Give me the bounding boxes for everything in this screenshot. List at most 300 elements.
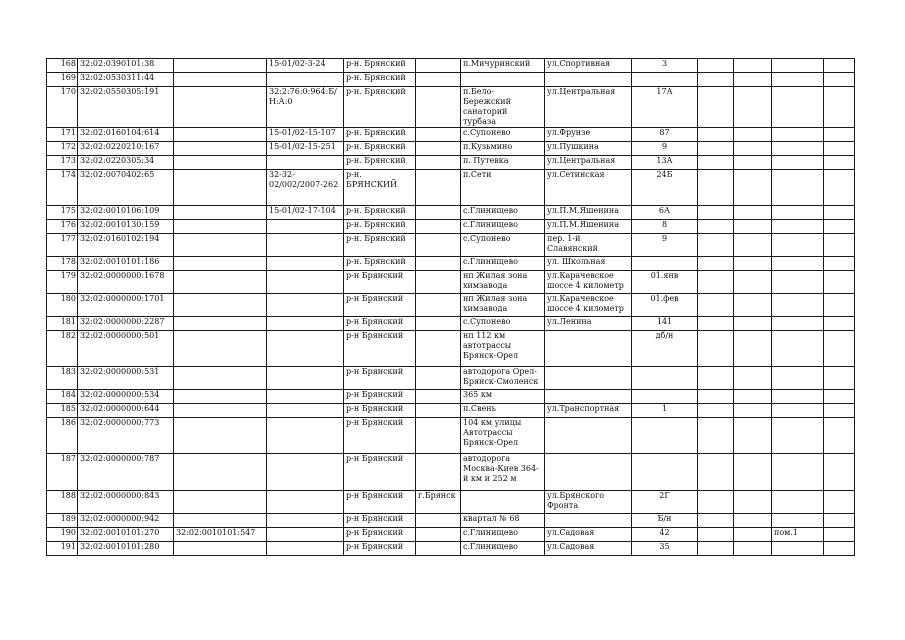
empty-cell (824, 367, 855, 390)
old-registry-number (267, 331, 344, 367)
empty-cell (734, 59, 772, 73)
locality: с.Супонево (461, 317, 545, 331)
city (416, 170, 461, 206)
cadastral-number: 32:02:0160104:614 (78, 128, 174, 142)
table-row (47, 142, 855, 156)
district: р-н Брянский (344, 331, 416, 367)
cadastral-number: 32:02:0010106:109 (78, 206, 174, 220)
row-number: 189 (47, 514, 78, 528)
district: р-н Брянский (344, 404, 416, 418)
old-registry-number (267, 271, 344, 294)
locality: с.Глинищево (461, 220, 545, 234)
empty-cell (698, 128, 734, 142)
empty-cell (698, 542, 734, 556)
empty-cell (734, 73, 772, 87)
city: г.Брянск (416, 491, 461, 514)
table-row (47, 271, 855, 294)
empty-cell (734, 390, 772, 404)
related-cadastral (174, 294, 267, 317)
related-cadastral (174, 87, 267, 128)
table-row (47, 331, 855, 367)
empty-cell (698, 454, 734, 491)
related-cadastral (174, 390, 267, 404)
empty-cell (698, 206, 734, 220)
district: р-н Брянский (344, 542, 416, 556)
locality: п.Мичуринский (461, 59, 545, 73)
house-number: 35 (632, 542, 698, 556)
street: ул.Пушкина (545, 142, 632, 156)
table-row (47, 418, 855, 454)
empty-cell (698, 404, 734, 418)
empty-cell (824, 294, 855, 317)
row-number: 171 (47, 128, 78, 142)
register-table (46, 58, 855, 556)
locality: квартал № 68 (461, 514, 545, 528)
premises-note (772, 142, 824, 156)
cadastral-number: 32:02:0010101:270 (78, 528, 174, 542)
empty-cell (824, 170, 855, 206)
old-registry-number (267, 234, 344, 257)
house-number (632, 454, 698, 491)
empty-cell (698, 528, 734, 542)
district: р-н Брянский (344, 418, 416, 454)
related-cadastral (174, 542, 267, 556)
related-cadastral (174, 367, 267, 390)
empty-cell (824, 128, 855, 142)
empty-cell (698, 59, 734, 73)
empty-cell (698, 418, 734, 454)
row-number: 187 (47, 454, 78, 491)
locality: п.Свень (461, 404, 545, 418)
city (416, 390, 461, 404)
related-cadastral (174, 59, 267, 73)
street (545, 514, 632, 528)
street: ул.Центральная (545, 87, 632, 128)
empty-cell (698, 331, 734, 367)
empty-cell (734, 404, 772, 418)
old-registry-number (267, 514, 344, 528)
row-number: 173 (47, 156, 78, 170)
old-registry-number (267, 542, 344, 556)
empty-cell (734, 418, 772, 454)
related-cadastral (174, 257, 267, 271)
table-row (47, 170, 855, 206)
related-cadastral (174, 331, 267, 367)
row-number: 190 (47, 528, 78, 542)
cadastral-number: 32:02:0010130:159 (78, 220, 174, 234)
old-registry-number (267, 317, 344, 331)
cadastral-number: 32:02:0000000:2287 (78, 317, 174, 331)
empty-cell (734, 87, 772, 128)
row-number: 186 (47, 418, 78, 454)
premises-note (772, 87, 824, 128)
premises-note (772, 367, 824, 390)
related-cadastral (174, 404, 267, 418)
district: р-н. Брянский (344, 142, 416, 156)
city (416, 73, 461, 87)
row-number: 175 (47, 206, 78, 220)
cadastral-number: 32:02:0000000:942 (78, 514, 174, 528)
house-number: 9 (632, 234, 698, 257)
empty-cell (824, 206, 855, 220)
related-cadastral (174, 317, 267, 331)
cadastral-number: 32:02:0220305:34 (78, 156, 174, 170)
city (416, 59, 461, 73)
locality: п.Кузьмино (461, 142, 545, 156)
house-number (632, 257, 698, 271)
premises-note (772, 542, 824, 556)
city (416, 528, 461, 542)
locality: с.Глинищево (461, 542, 545, 556)
premises-note (772, 514, 824, 528)
house-number: 24Б (632, 170, 698, 206)
empty-cell (734, 220, 772, 234)
row-number: 184 (47, 390, 78, 404)
old-registry-number: 32-32-02/002/2007-262 (267, 170, 344, 206)
premises-note (772, 156, 824, 170)
empty-cell (698, 220, 734, 234)
district: р-н Брянский (344, 454, 416, 491)
empty-cell (734, 542, 772, 556)
empty-cell (734, 206, 772, 220)
city (416, 294, 461, 317)
empty-cell (698, 390, 734, 404)
empty-cell (824, 418, 855, 454)
house-number (632, 418, 698, 454)
empty-cell (698, 491, 734, 514)
cadastral-number: 32:02:0160102:194 (78, 234, 174, 257)
cadastral-number: 32:02:0000000:1701 (78, 294, 174, 317)
city (416, 271, 461, 294)
old-registry-number (267, 491, 344, 514)
premises-note (772, 170, 824, 206)
table-row (47, 87, 855, 128)
related-cadastral (174, 206, 267, 220)
table-row (47, 206, 855, 220)
house-number: 13А (632, 156, 698, 170)
street (545, 73, 632, 87)
empty-cell (824, 317, 855, 331)
related-cadastral (174, 234, 267, 257)
house-number: 141 (632, 317, 698, 331)
empty-cell (734, 142, 772, 156)
street: ул.Карачевское шоссе 4 километр (545, 271, 632, 294)
empty-cell (824, 491, 855, 514)
district: р-н. БРЯНСКИЙ (344, 170, 416, 206)
empty-cell (698, 170, 734, 206)
empty-cell (734, 367, 772, 390)
cadastral-number: 32:02:0000000:843 (78, 491, 174, 514)
cadastral-number: 32:02:0000000:644 (78, 404, 174, 418)
table-row (47, 73, 855, 87)
related-cadastral (174, 142, 267, 156)
row-number: 188 (47, 491, 78, 514)
locality: нп Жилая зона химзавода (461, 294, 545, 317)
premises-note (772, 331, 824, 367)
house-number (632, 367, 698, 390)
table-row (47, 257, 855, 271)
empty-cell (698, 73, 734, 87)
district: р-н Брянский (344, 317, 416, 331)
premises-note (772, 390, 824, 404)
old-registry-number (267, 390, 344, 404)
district: р-н. Брянский (344, 73, 416, 87)
house-number (632, 390, 698, 404)
old-registry-number (267, 257, 344, 271)
empty-cell (824, 454, 855, 491)
table-row (47, 128, 855, 142)
district: р-н. Брянский (344, 206, 416, 220)
premises-note: пом.1 (772, 528, 824, 542)
row-number: 181 (47, 317, 78, 331)
premises-note (772, 257, 824, 271)
house-number: 3 (632, 59, 698, 73)
street: ул. Школьная (545, 257, 632, 271)
street: пер. 1-й Славянский (545, 234, 632, 257)
row-number: 183 (47, 367, 78, 390)
cadastral-number: 32:02:0390101:38 (78, 59, 174, 73)
related-cadastral (174, 156, 267, 170)
cadastral-number: 32:02:0000000:787 (78, 454, 174, 491)
empty-cell (698, 514, 734, 528)
city (416, 257, 461, 271)
city (416, 234, 461, 257)
empty-cell (734, 234, 772, 257)
locality (461, 73, 545, 87)
old-registry-number: 32:2:76:0:964:Б/Н:А:0 (267, 87, 344, 128)
cadastral-number: 32:02:0010101:186 (78, 257, 174, 271)
old-registry-number (267, 73, 344, 87)
cadastral-number: 32:02:0000000:773 (78, 418, 174, 454)
city (416, 367, 461, 390)
empty-cell (824, 257, 855, 271)
city (416, 454, 461, 491)
empty-cell (734, 491, 772, 514)
premises-note (772, 454, 824, 491)
city (416, 142, 461, 156)
empty-cell (824, 404, 855, 418)
city (416, 331, 461, 367)
empty-cell (734, 294, 772, 317)
empty-cell (824, 59, 855, 73)
empty-cell (824, 220, 855, 234)
city (416, 317, 461, 331)
district: р-н Брянский (344, 271, 416, 294)
street: ул.Сетинская (545, 170, 632, 206)
house-number: 9 (632, 142, 698, 156)
empty-cell (824, 234, 855, 257)
cadastral-number: 32:02:0000000:531 (78, 367, 174, 390)
district: р-н Брянский (344, 367, 416, 390)
city (416, 206, 461, 220)
row-number: 172 (47, 142, 78, 156)
premises-note (772, 59, 824, 73)
empty-cell (698, 87, 734, 128)
locality: с.Супонево (461, 234, 545, 257)
related-cadastral (174, 491, 267, 514)
premises-note (772, 73, 824, 87)
city (416, 156, 461, 170)
district: р-н. Брянский (344, 59, 416, 73)
cadastral-number: 32:02:0000000:501 (78, 331, 174, 367)
row-number: 191 (47, 542, 78, 556)
street: ул.Брянского Фронта (545, 491, 632, 514)
row-number: 185 (47, 404, 78, 418)
old-registry-number (267, 528, 344, 542)
street: ул.П.М.Яшенина (545, 206, 632, 220)
street: ул.Садовая (545, 542, 632, 556)
locality: п.Сети (461, 170, 545, 206)
premises-note (772, 206, 824, 220)
district: р-н. Брянский (344, 257, 416, 271)
table-row (47, 220, 855, 234)
empty-cell (824, 156, 855, 170)
old-registry-number (267, 454, 344, 491)
district: р-н. Брянский (344, 87, 416, 128)
related-cadastral (174, 271, 267, 294)
empty-cell (698, 234, 734, 257)
street (545, 331, 632, 367)
empty-cell (734, 528, 772, 542)
old-registry-number (267, 418, 344, 454)
locality: с.Глинищево (461, 528, 545, 542)
street: ул.Транспортная (545, 404, 632, 418)
empty-cell (824, 542, 855, 556)
locality: нп 112 км автотрассы Брянск-Орел (461, 331, 545, 367)
cadastral-number: 32:02:0550305:191 (78, 87, 174, 128)
empty-cell (734, 156, 772, 170)
street: ул.Карачевское шоссе 4 километр (545, 294, 632, 317)
row-number: 182 (47, 331, 78, 367)
register-rows (47, 59, 855, 556)
table-row (47, 454, 855, 491)
related-cadastral: 32:02:0010101:547 (174, 528, 267, 542)
empty-cell (698, 271, 734, 294)
district: р-н Брянский (344, 514, 416, 528)
district: р-н. Брянский (344, 156, 416, 170)
empty-cell (734, 514, 772, 528)
city (416, 87, 461, 128)
cadastral-number: 32:02:0010101:280 (78, 542, 174, 556)
house-number: дб/н (632, 331, 698, 367)
cadastral-number: 32:02:0220210:167 (78, 142, 174, 156)
empty-cell (734, 128, 772, 142)
row-number: 174 (47, 170, 78, 206)
empty-cell (824, 73, 855, 87)
table-row (47, 390, 855, 404)
house-number: 2Г (632, 491, 698, 514)
locality: автодорога Москва-Киев 364-й км и 252 м (461, 454, 545, 491)
related-cadastral (174, 73, 267, 87)
empty-cell (698, 367, 734, 390)
street: ул.Садовая (545, 528, 632, 542)
street: ул.Центральная (545, 156, 632, 170)
city (416, 404, 461, 418)
street: ул.П.М.Яшенина (545, 220, 632, 234)
table-row (47, 59, 855, 73)
district: р-н Брянский (344, 528, 416, 542)
district: р-н. Брянский (344, 128, 416, 142)
related-cadastral (174, 170, 267, 206)
street (545, 390, 632, 404)
cadastral-number: 32:02:0530311:44 (78, 73, 174, 87)
district: р-н Брянский (344, 294, 416, 317)
related-cadastral (174, 128, 267, 142)
cadastral-number: 32:02:0000000:534 (78, 390, 174, 404)
locality: п.Бело-Бережский санаторий турбаза (461, 87, 545, 128)
premises-note (772, 418, 824, 454)
empty-cell (698, 257, 734, 271)
city (416, 220, 461, 234)
table-row (47, 528, 855, 542)
street (545, 418, 632, 454)
empty-cell (824, 390, 855, 404)
table-row (47, 404, 855, 418)
row-number: 177 (47, 234, 78, 257)
district: р-н. Брянский (344, 220, 416, 234)
table-row (47, 514, 855, 528)
old-registry-number: 15-01/02-3-24 (267, 59, 344, 73)
table-row (47, 367, 855, 390)
empty-cell (824, 271, 855, 294)
table-row (47, 542, 855, 556)
row-number: 168 (47, 59, 78, 73)
table-row (47, 317, 855, 331)
locality (461, 491, 545, 514)
street (545, 367, 632, 390)
house-number: Б/н (632, 514, 698, 528)
empty-cell (824, 514, 855, 528)
city (416, 418, 461, 454)
cadastral-number: 32:02:0000000:1678 (78, 271, 174, 294)
row-number: 180 (47, 294, 78, 317)
empty-cell (734, 257, 772, 271)
empty-cell (734, 331, 772, 367)
locality: с.Глинищево (461, 257, 545, 271)
district: р-н. Брянский (344, 234, 416, 257)
locality: п. Путевка (461, 156, 545, 170)
old-registry-number: 15-01/02-17-104 (267, 206, 344, 220)
cadastral-number: 32:02:0070402:65 (78, 170, 174, 206)
premises-note (772, 220, 824, 234)
house-number: 01.янв (632, 271, 698, 294)
locality: с.Супонево (461, 128, 545, 142)
related-cadastral (174, 514, 267, 528)
city (416, 128, 461, 142)
premises-note (772, 317, 824, 331)
old-registry-number (267, 220, 344, 234)
row-number: 178 (47, 257, 78, 271)
related-cadastral (174, 418, 267, 454)
empty-cell (734, 454, 772, 491)
table-row (47, 294, 855, 317)
old-registry-number (267, 156, 344, 170)
premises-note (772, 404, 824, 418)
street: ул.Фрунзе (545, 128, 632, 142)
empty-cell (698, 294, 734, 317)
premises-note (772, 491, 824, 514)
house-number: 8 (632, 220, 698, 234)
table-row (47, 156, 855, 170)
related-cadastral (174, 454, 267, 491)
house-number: 17А (632, 87, 698, 128)
empty-cell (824, 528, 855, 542)
city (416, 514, 461, 528)
empty-cell (698, 142, 734, 156)
street (545, 454, 632, 491)
row-number: 169 (47, 73, 78, 87)
empty-cell (824, 142, 855, 156)
